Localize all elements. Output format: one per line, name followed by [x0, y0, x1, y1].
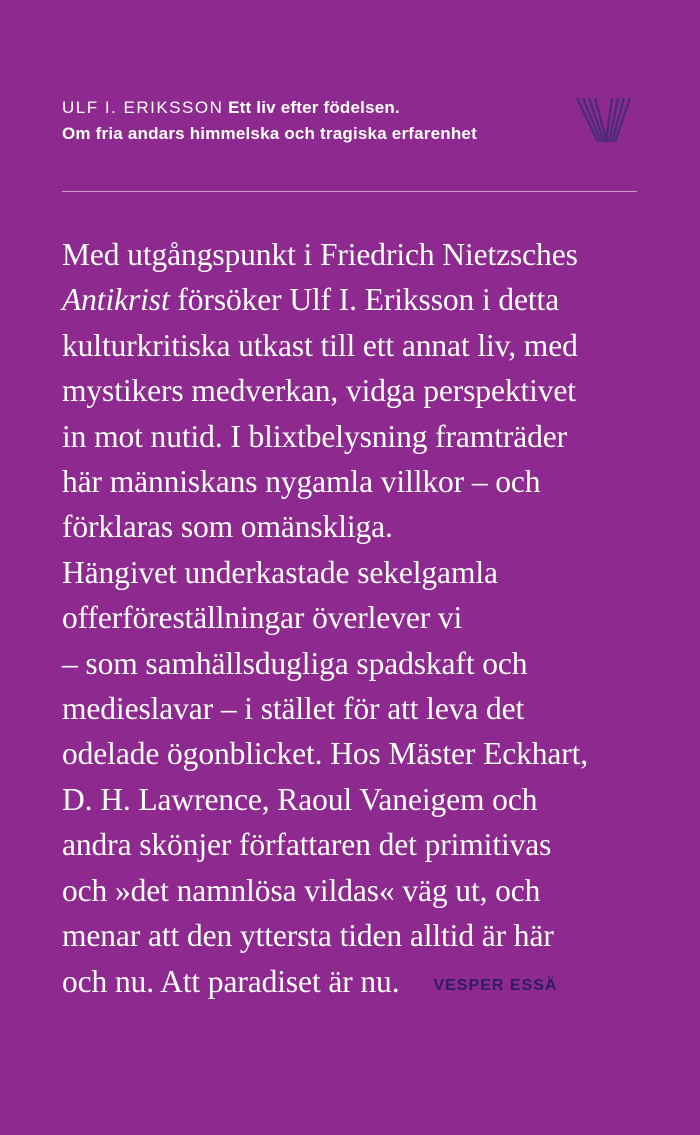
- blurb-line: mystikers medverkan, vidga perspektivet: [62, 373, 576, 409]
- blurb-line: andra skönjer författaren det primitivas: [62, 827, 552, 863]
- header-divider: [62, 191, 637, 192]
- blurb-line: och »det namnlösa vildas« väg ut, och: [62, 872, 541, 908]
- blurb-line: Hängivet underkastade sekelgamla: [62, 554, 498, 590]
- blurb-line-text: försöker Ulf I. Eriksson i detta: [169, 282, 560, 318]
- blurb-line: D. H. Lawrence, Raoul Vaneigem och: [62, 781, 538, 817]
- book-title: Ett liv efter födelsen.: [228, 98, 400, 117]
- blurb-line: in mot nutid. I blixtbelysning framträder: [62, 418, 568, 454]
- blurb-line: här människans nygamla villkor – och: [62, 464, 541, 500]
- blurb-line: – som samhällsdugliga spadskaft och: [62, 645, 528, 681]
- blurb-line: medieslavar – i stället för att leva det: [62, 691, 525, 727]
- blurb-line: [62, 959, 662, 1008]
- blurb-line: [62, 277, 662, 322]
- blurb-italic-title: Antikrist: [62, 282, 170, 318]
- author-name: ULF I. ERIKSSON: [62, 98, 224, 117]
- book-subtitle: Om fria andars himmelska och tragiska erfarenhet: [62, 124, 477, 143]
- vesper-v-logo-icon: [576, 97, 632, 143]
- blurb-line: menar att den yttersta tiden alltid är här: [62, 918, 554, 954]
- blurb-line-text: och nu. Att paradiset är nu.: [62, 963, 400, 999]
- series-name: VESPER ESSÄ: [433, 976, 558, 994]
- blurb-line: kulturkritiska utkast till ett annat liv, med: [62, 327, 578, 363]
- blurb-line: offerföreställningar överlever vi: [62, 600, 463, 636]
- cover-blurb: [62, 232, 662, 1008]
- cover-header: [62, 95, 582, 147]
- blurb-line: förklaras som omänskliga.: [62, 509, 393, 545]
- blurb-line: Med utgångspunkt i Friedrich Nietzsches: [62, 237, 578, 272]
- blurb-line: odelade ögonblicket. Hos Mäster Eckhart,: [62, 736, 589, 772]
